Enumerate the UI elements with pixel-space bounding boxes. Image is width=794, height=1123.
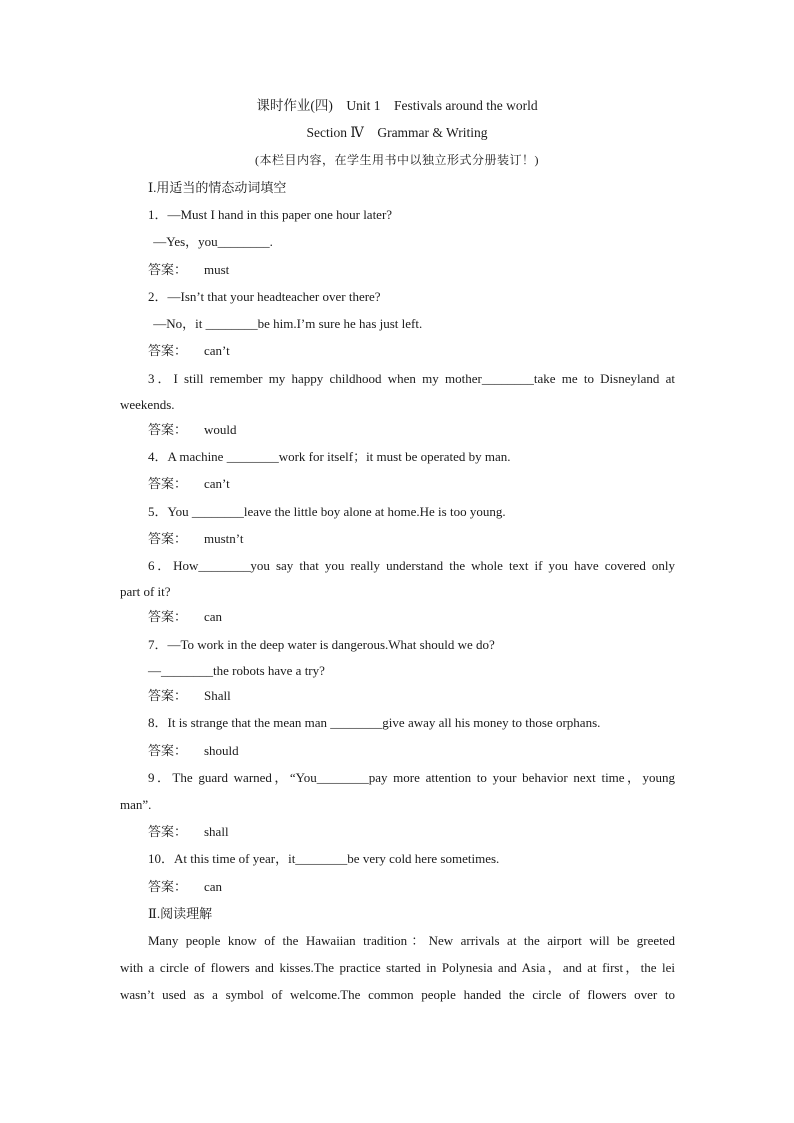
document-subtitle: Section Ⅳ Grammar & Writing (306, 125, 488, 140)
passage-line-1: Many people know of the Hawaiian tradition：New arrivals at the airport will be greeted (148, 933, 675, 948)
question-3-line-2: weekends. (120, 397, 175, 412)
answer-7-label: 答案： (148, 688, 188, 703)
answer-5-label: 答案： (148, 531, 188, 546)
question-8: 8．It is strange that the mean man ________give away all his money to those orphans. (148, 715, 601, 730)
passage-line-3: wasn’t used as a symbol of welcome.The common people handed the circle of flowers over to (120, 987, 675, 1002)
answer-7: Shall (204, 688, 231, 703)
question-10: 10．At this time of year，it________be very cold here sometimes. (148, 851, 500, 866)
answer-6-label: 答案： (148, 609, 188, 624)
answer-5: mustn’t (204, 531, 244, 546)
passage-line-2: with a circle of flowers and kisses.The practice started in Polynesia and Asia，and at first，the lei (120, 960, 675, 975)
answer-1-label: 答案： (148, 262, 188, 277)
answer-2: can’t (204, 343, 230, 358)
question-1-line-1: 1．—Must I hand in this paper one hour later? (148, 207, 393, 222)
question-2-line-2: —No，it ________be him.I’m sure he has just left. (150, 316, 423, 331)
question-5: 5．You ________leave the little boy alone at home.He is too young. (148, 504, 506, 519)
answer-6: can (204, 609, 223, 624)
answer-1: must (204, 262, 230, 277)
question-7-line-1: 7．—To work in the deep water is dangerous.What should we do? (148, 637, 495, 652)
question-9-line-2: man”. (120, 797, 152, 812)
question-7-line-2: —________the robots have a try? (148, 663, 325, 678)
section-2-heading: Ⅱ.阅读理解 (148, 906, 213, 921)
question-6-line-2: part of it? (120, 584, 171, 599)
section-1-heading: Ⅰ.用适当的情态动词填空 (148, 180, 287, 195)
binding-note: (本栏目内容，在学生用书中以独立形式分册装订！) (255, 153, 539, 167)
answer-2-label: 答案： (148, 343, 188, 358)
question-1-line-2: —Yes，you________. (150, 234, 273, 249)
answer-3: would (204, 422, 237, 437)
question-2-line-1: 2．—Isn’t that your headteacher over there? (148, 289, 381, 304)
answer-8: should (204, 743, 239, 758)
answer-8-label: 答案： (148, 743, 188, 758)
answer-9-label: 答案： (148, 824, 188, 839)
answer-10-label: 答案： (148, 879, 188, 894)
question-9-line-1: 9．The guard warned，“You________pay more attention to your behavior next time，young (148, 770, 675, 785)
answer-4: can’t (204, 476, 230, 491)
question-6-line-1: 6．How________you say that you really understand the whole text if you have covered only (148, 558, 675, 573)
answer-4-label: 答案： (148, 476, 188, 491)
document-title: 课时作业(四) Unit 1 Festivals around the world (256, 98, 538, 113)
answer-10: can (204, 879, 223, 894)
answer-9: shall (204, 824, 229, 839)
question-4: 4．A machine ________work for itself；it must be operated by man. (148, 449, 511, 464)
question-3-line-1: 3．I still remember my happy childhood when my mother________take me to Disneyland at (148, 371, 675, 386)
answer-3-label: 答案： (148, 422, 188, 437)
